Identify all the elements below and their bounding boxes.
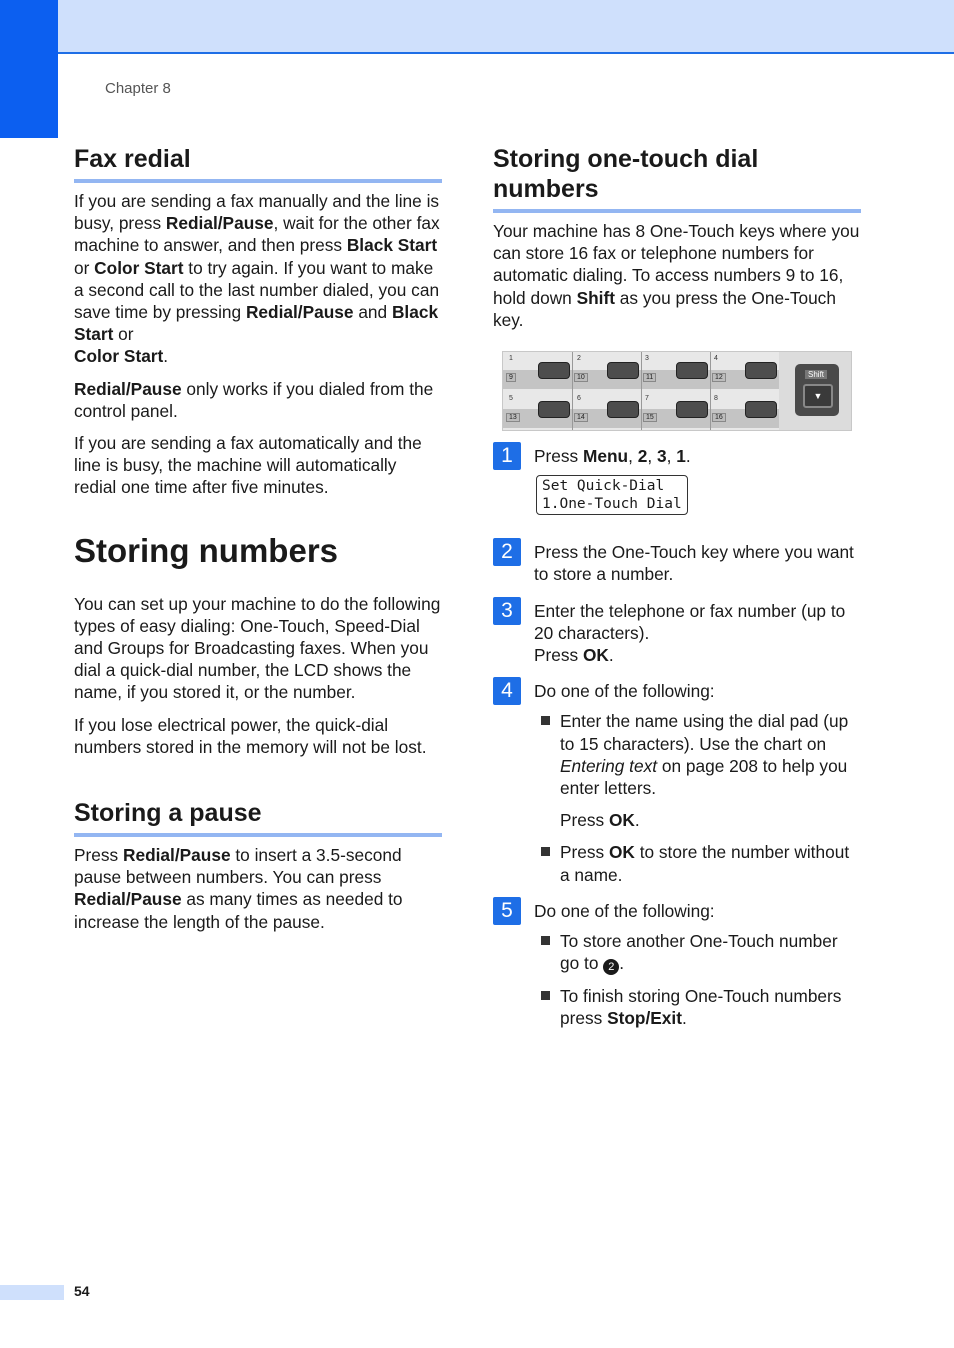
step-text: Press Menu, 2, 3, 1. xyxy=(534,446,691,467)
one-touch-key xyxy=(676,401,708,418)
shift-key-area xyxy=(779,352,851,430)
key-number: 4 xyxy=(714,355,718,363)
key-shift-number: 11 xyxy=(643,373,656,382)
key-shift-number: 12 xyxy=(712,373,726,382)
key-number: 2 xyxy=(577,355,581,363)
key-number: 3 xyxy=(645,355,649,363)
list-item: Enter the name using the dial pad (up to 15 characters). Use the chart on Entering text on page 208 to help you enter letters. Press OK. xyxy=(534,710,861,831)
step-1 xyxy=(493,445,861,527)
key-number: 7 xyxy=(645,395,649,403)
step-text: Press the One-Touch key where you want to store a number. xyxy=(534,542,854,585)
one-touch-key xyxy=(538,401,570,418)
storing-pause-paragraph: Press Redial/Pause to insert a 3.5-second pause between numbers. You can press Redial/Pause as many times as needed to increase the length of the pause. xyxy=(74,845,403,932)
chapter-tab xyxy=(0,0,58,138)
lcd-display: Set Quick-Dial 1.One-Touch Dial xyxy=(536,475,688,515)
storing-pause-heading: Storing a pause xyxy=(74,798,442,837)
one-touch-key xyxy=(607,362,639,379)
one-touch-key xyxy=(745,362,777,379)
step-number-badge: 3 xyxy=(493,597,521,625)
storing-numbers-heading: Storing numbers xyxy=(74,531,339,569)
step-5 xyxy=(493,900,861,1030)
step-text: Enter the telephone or fax number (up to 20 characters). Press OK. xyxy=(534,600,846,666)
one-touch-key xyxy=(745,401,777,418)
fax-redial-paragraph-1: If you are sending a fax manually and the line is busy, press Redial/Pause, wait for the other fax machine to answer, and then press Black Start or Color Start to try again. If you want to make a second call to the last number dialed, you can save time by pressing Redial/Pause and Black Start or Color Start. xyxy=(74,191,440,367)
key-shift-number: 13 xyxy=(506,413,520,422)
one-touch-key xyxy=(538,362,570,379)
step-4 xyxy=(493,680,861,886)
storing-numbers-paragraph-1: You can set up your machine to do the following types of easy dialing: One-Touch, Speed-Dial and Groups for Broadcasting faxes. When you dial a quick-dial number, the LCD shows the name, if you stored it, or the number. xyxy=(74,593,441,703)
key-number: 5 xyxy=(509,395,513,403)
one-touch-heading: Storing one-touch dial numbers xyxy=(493,144,861,213)
step-number-badge: 4 xyxy=(493,677,521,705)
step-5-options xyxy=(534,930,861,1030)
fax-redial-heading: Fax redial xyxy=(74,144,442,183)
one-touch-panel-illustration xyxy=(502,351,852,431)
shift-key xyxy=(795,364,839,416)
fax-redial-paragraph-2: Redial/Pause only works if you dialed from the control panel. xyxy=(74,378,434,421)
key-number: 1 xyxy=(509,355,513,363)
page-number: 54 xyxy=(74,1283,90,1299)
chapter-label: Chapter 8 xyxy=(105,80,171,97)
key-shift-number: 10 xyxy=(574,373,588,382)
step-number-badge: 5 xyxy=(493,897,521,925)
step-4-options xyxy=(534,710,861,885)
step-text: Do one of the following: xyxy=(534,681,715,702)
step-3 xyxy=(493,600,861,667)
step-number-badge: 2 xyxy=(493,538,521,566)
left-column xyxy=(74,144,442,943)
right-column xyxy=(493,144,861,1044)
page-number-bar xyxy=(0,1285,64,1300)
key-shift-number: 14 xyxy=(574,413,588,422)
arrow-down-icon: ▼ xyxy=(803,384,833,408)
list-item: To store another One-Touch number go to 2 . xyxy=(534,930,861,975)
list-item: To finish storing One-Touch numbers press Stop/Exit. xyxy=(534,985,861,1029)
fax-redial-paragraph-3: If you are sending a fax automatically and the line is busy, the machine will automatically redial one time after five minutes. xyxy=(74,433,422,498)
one-touch-intro: Your machine has 8 One-Touch keys where you can store 16 fax or telephone numbers for automatic dialing. To access numbers 9 to 16, hold down Shift as you press the One-Touch key. xyxy=(493,221,860,330)
key-number: 6 xyxy=(577,395,581,403)
key-shift-number: 15 xyxy=(643,413,657,422)
step-number-badge: 1 xyxy=(493,442,521,470)
key-number: 8 xyxy=(714,395,718,403)
step-2 xyxy=(493,541,861,585)
one-touch-key xyxy=(676,362,708,379)
key-shift-number: 16 xyxy=(712,413,726,422)
shift-label: Shift xyxy=(805,370,827,379)
list-item: Press OK to store the number without a name. xyxy=(534,841,861,885)
step-reference-icon: 2 xyxy=(603,959,619,975)
storing-numbers-paragraph-2: If you lose electrical power, the quick-dial numbers stored in the memory will not be lost. xyxy=(74,714,427,757)
step-text: Do one of the following: xyxy=(534,900,715,921)
header-bar xyxy=(0,0,954,54)
one-touch-key xyxy=(607,401,639,418)
key-shift-number: 9 xyxy=(506,373,516,382)
